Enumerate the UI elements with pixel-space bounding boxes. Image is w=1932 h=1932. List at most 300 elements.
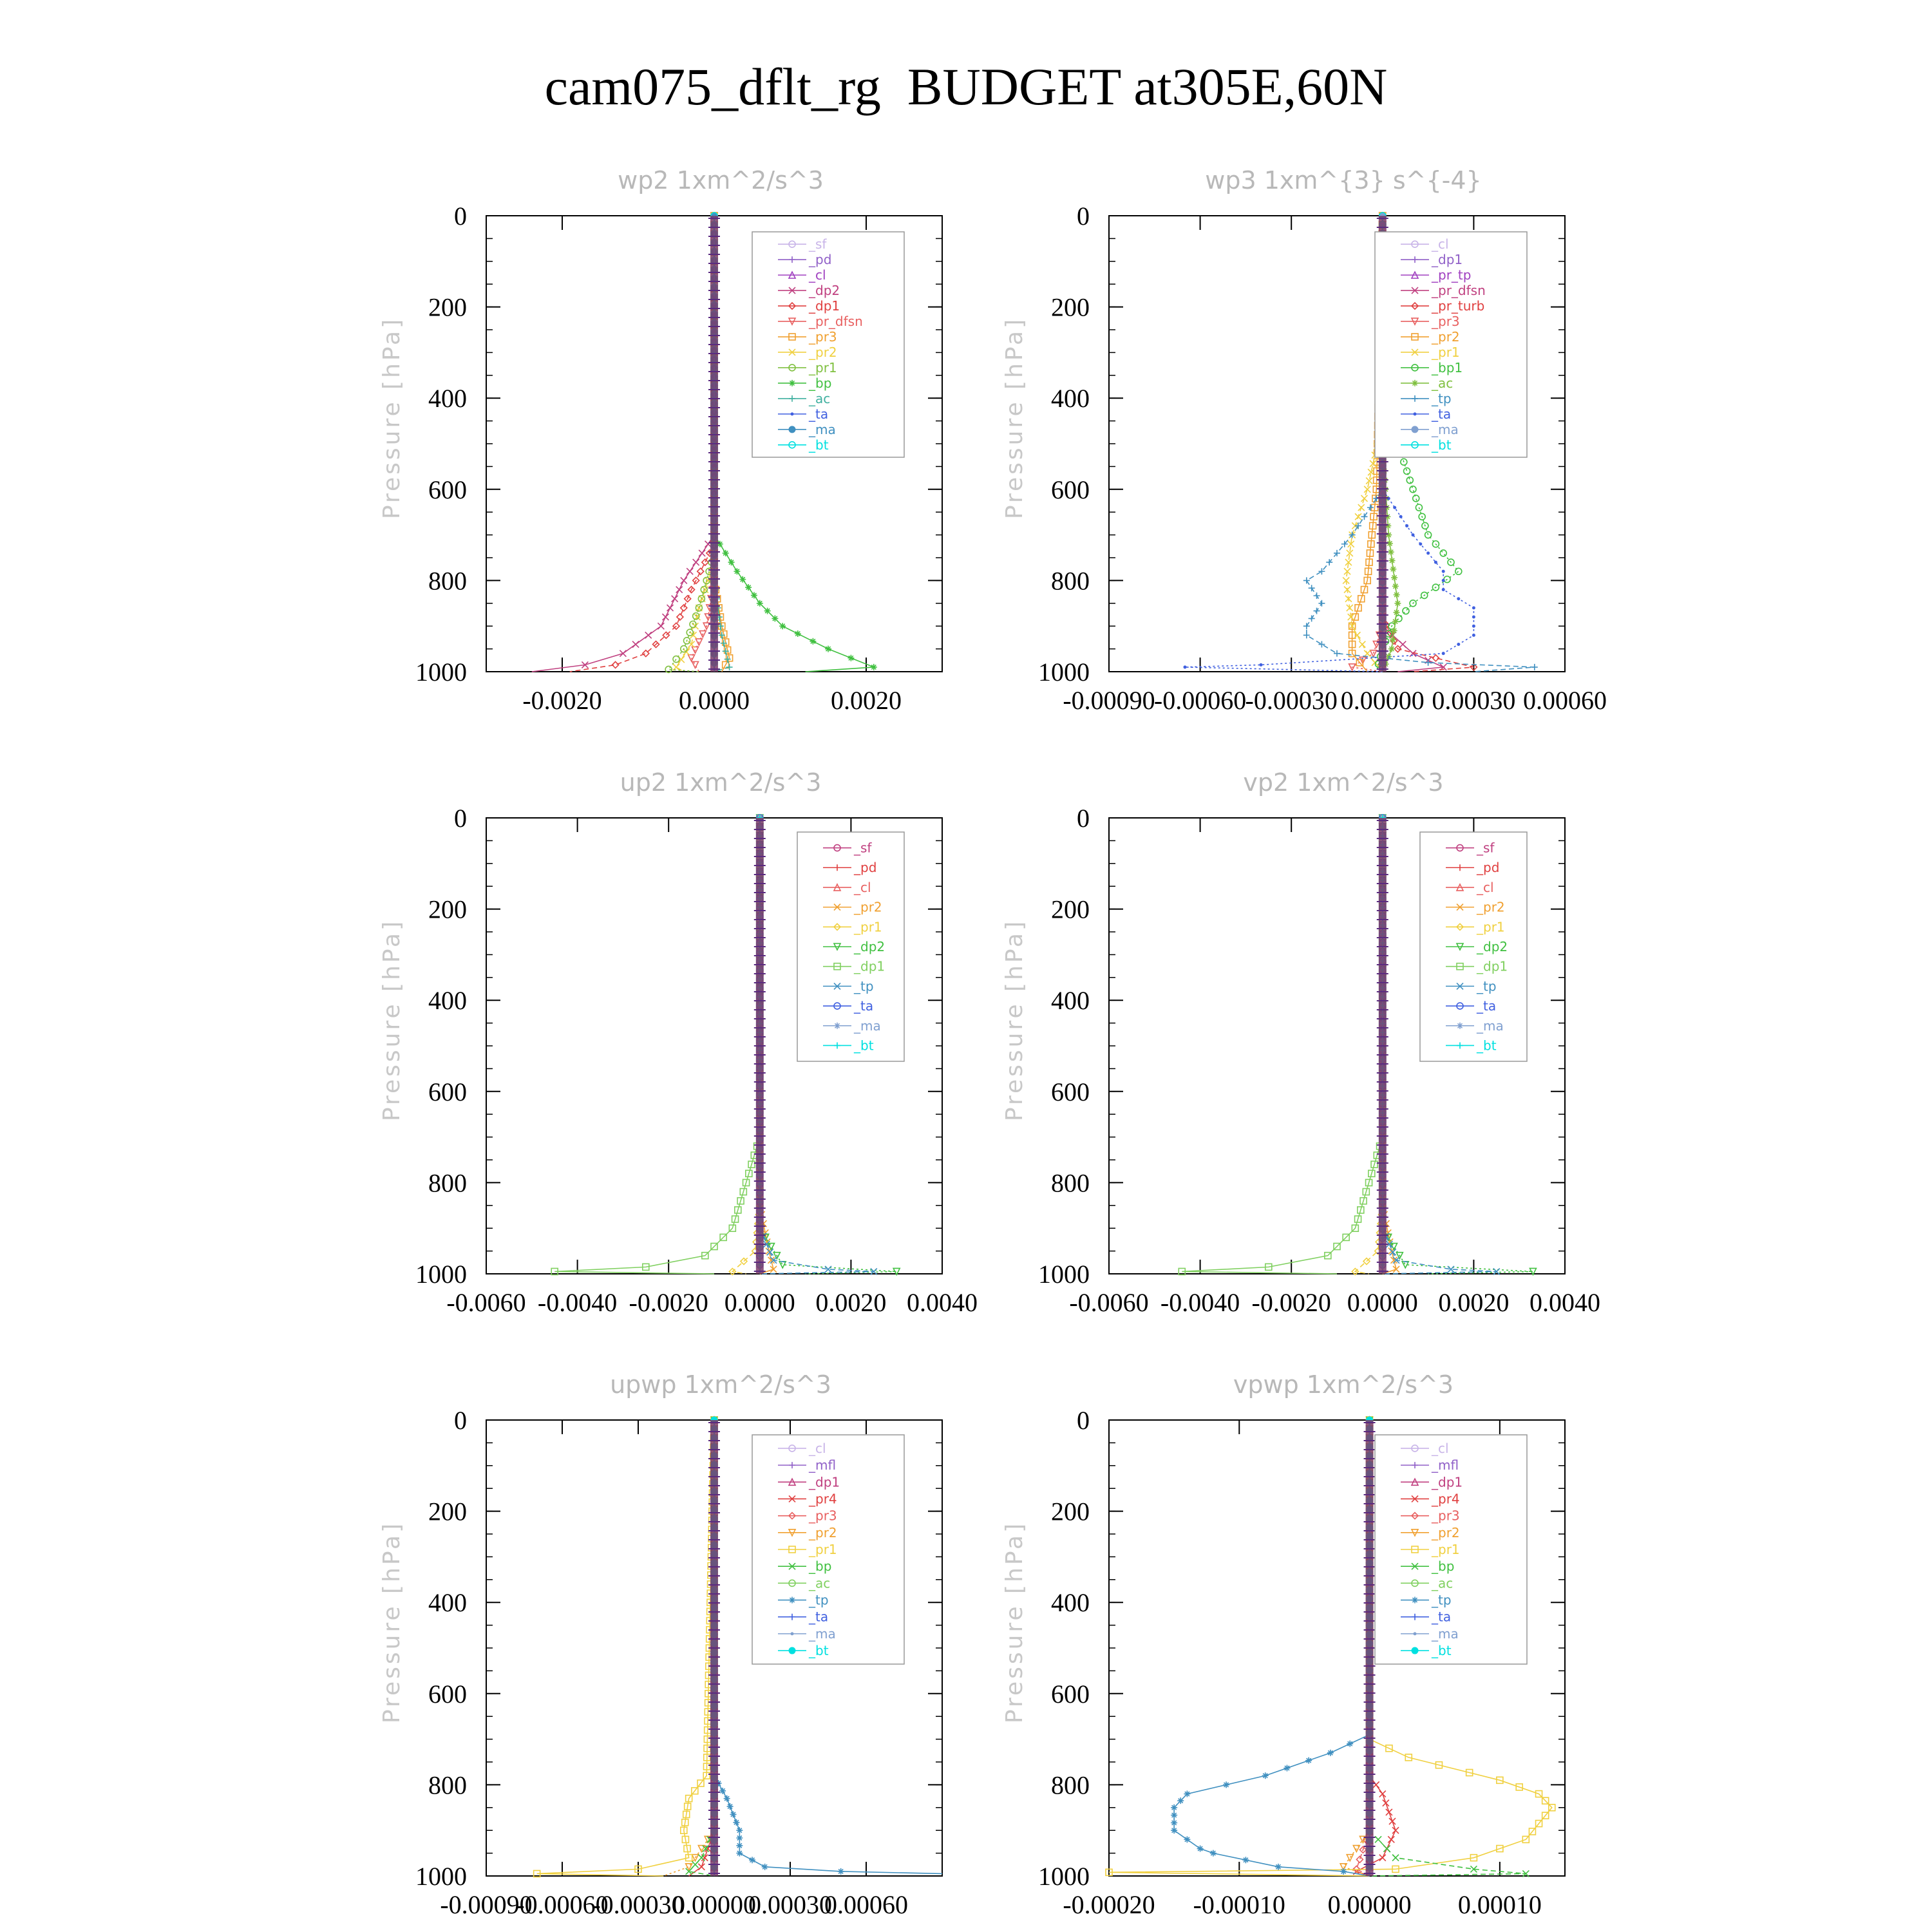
legend [1375, 232, 1527, 457]
data-point [1389, 557, 1396, 564]
legend-label: _ta [1477, 998, 1497, 1014]
data-point [719, 1788, 726, 1794]
data-point [698, 1864, 705, 1870]
data-point [1388, 1836, 1394, 1842]
legend-label: _ta [1432, 1609, 1452, 1625]
x-tick-label: -0.0020 [522, 686, 602, 715]
chart-panel-4 [1001, 768, 1600, 1317]
data-point [1405, 524, 1408, 527]
data-point [698, 1855, 705, 1861]
legend-label: _ac [1432, 375, 1454, 391]
legend-label: _bp [809, 375, 832, 391]
y-tick-label: 0 [454, 202, 467, 231]
y-tick-label: 400 [1051, 1588, 1090, 1618]
legend [1375, 1435, 1527, 1664]
legend-label: _pr2 [809, 1524, 837, 1540]
legend-label: _pr4 [809, 1491, 837, 1507]
y-tick-label: 200 [1051, 1497, 1090, 1526]
y-tick-label: 200 [428, 895, 467, 924]
data-point [1392, 583, 1399, 589]
legend-marker [1412, 1597, 1418, 1604]
y-axis-label: Pressure [hPa] [1001, 1520, 1028, 1724]
data-point [1457, 597, 1460, 600]
panel-title: wp2 1xm^2/s^3 [618, 166, 824, 194]
x-tick-label: -0.00090 [1063, 686, 1155, 715]
data-point [1392, 1827, 1399, 1833]
data-point [1171, 1812, 1177, 1819]
data-point [1440, 550, 1446, 556]
data-point [1399, 515, 1403, 518]
legend-label: _pr2 [854, 899, 882, 915]
data-point [1383, 1800, 1389, 1806]
legend-label: _pr_turb [1432, 298, 1485, 314]
legend-label: _bp1 [1432, 359, 1463, 375]
legend-marker [1412, 1647, 1418, 1654]
data-point [1442, 579, 1445, 582]
legend-label: _ma [854, 1018, 881, 1034]
legend-label: _pr3 [1432, 1508, 1460, 1524]
data-point [1177, 1797, 1184, 1804]
legend-label: _sf [854, 840, 872, 856]
y-tick-label: 200 [1051, 292, 1090, 322]
panel-title: upwp 1xm^2/s^3 [610, 1370, 831, 1399]
data-point [1426, 551, 1430, 554]
data-point [667, 605, 674, 611]
data-point [1419, 542, 1422, 545]
legend-label: _cl [1432, 236, 1449, 252]
legend-label: _bt [1432, 437, 1452, 453]
data-point [697, 568, 704, 574]
data-point [1394, 600, 1401, 607]
x-tick-label: 0.00010 [1457, 1890, 1542, 1919]
data-point [1457, 643, 1460, 646]
data-point [1327, 1750, 1334, 1756]
series-line-dp1 [1182, 818, 1383, 1274]
data-point [1373, 1781, 1379, 1788]
x-tick-label: -0.00030 [1245, 686, 1338, 715]
legend-label: _cl [1477, 879, 1494, 895]
legend-label: _bp [1432, 1558, 1455, 1575]
x-tick-label: -0.00090 [440, 1890, 533, 1919]
data-point [1393, 506, 1396, 509]
legend-label: _bt [809, 1643, 829, 1659]
data-point [692, 661, 699, 668]
legend-label: _ac [1432, 1575, 1454, 1591]
panel-title: up2 1xm^2/s^3 [620, 768, 822, 797]
data-point [1389, 1818, 1396, 1824]
legend-label: _bp [809, 1558, 832, 1575]
legend-label: _pr1 [1477, 919, 1505, 935]
legend [752, 1435, 904, 1664]
data-point [726, 664, 733, 670]
legend-label: _dp2 [1477, 939, 1508, 954]
legend-label: _pr3 [809, 329, 837, 345]
y-axis-label: Pressure [hPa] [1001, 918, 1028, 1122]
data-point [736, 1835, 743, 1841]
data-point [1379, 1855, 1386, 1861]
data-point [632, 641, 639, 648]
x-tick-label: -0.0020 [1251, 1288, 1331, 1317]
legend-label: _sf [1477, 840, 1495, 856]
y-tick-label: 800 [1051, 1168, 1090, 1198]
data-point [1390, 566, 1396, 573]
data-point [724, 1795, 730, 1802]
data-point [736, 1827, 743, 1833]
data-point [1262, 1772, 1269, 1779]
data-point [1275, 1864, 1282, 1870]
legend-label: _cl [809, 1440, 826, 1456]
data-point [762, 1864, 768, 1870]
y-tick-label: 200 [428, 292, 467, 322]
legend-label: _pr2 [1477, 899, 1505, 915]
y-tick-label: 400 [1051, 384, 1090, 413]
legend-label: _bt [809, 437, 829, 453]
data-point [1442, 570, 1445, 573]
legend-marker [1412, 380, 1418, 386]
data-point [702, 559, 708, 565]
data-point [1388, 549, 1394, 555]
data-point [1347, 1741, 1353, 1747]
data-point [1455, 568, 1462, 574]
data-point [1531, 664, 1538, 670]
data-point [1242, 1857, 1249, 1863]
data-point [1472, 606, 1475, 609]
y-tick-label: 600 [1051, 1077, 1090, 1106]
data-point [676, 587, 683, 593]
data-point [848, 655, 854, 661]
data-point [1410, 486, 1416, 493]
legend-label: _bt [1432, 1643, 1452, 1659]
y-tick-label: 0 [454, 804, 467, 833]
data-point [1425, 532, 1432, 538]
y-tick-label: 200 [428, 1497, 467, 1526]
data-point [1318, 600, 1325, 607]
y-tick-label: 400 [428, 1588, 467, 1618]
legend-marker [834, 1023, 840, 1029]
legend-label: _ta [1432, 406, 1452, 422]
data-point [1309, 615, 1315, 621]
data-point [1412, 533, 1415, 536]
legend-label: _dp1 [809, 1474, 840, 1490]
data-point [749, 1857, 755, 1863]
y-tick-label: 600 [428, 1077, 467, 1106]
data-point [1223, 1781, 1229, 1788]
legend-label: _pr_tp [1432, 267, 1472, 283]
panel-title: wp3 1xm^{3} s^{-4} [1205, 166, 1482, 194]
data-point [1394, 592, 1400, 598]
data-point [723, 550, 729, 556]
x-tick-label: 0.00000 [672, 1890, 756, 1919]
legend-label: _mfl [1432, 1457, 1459, 1473]
legend [1420, 832, 1527, 1061]
legend-marker [1412, 426, 1418, 433]
y-tick-label: 400 [428, 384, 467, 413]
data-point [1303, 623, 1310, 629]
y-tick-label: 1000 [1038, 658, 1090, 687]
data-point [1184, 1791, 1190, 1797]
x-tick-label: 0.00000 [1327, 1890, 1412, 1919]
data-point [1314, 592, 1320, 599]
data-point [733, 1819, 739, 1826]
panel-title: vp2 1xm^2/s^3 [1243, 768, 1444, 797]
x-tick-label: -0.00020 [1063, 1890, 1155, 1919]
data-point [1386, 1809, 1392, 1815]
x-tick-label: -0.0040 [1160, 1288, 1240, 1317]
data-point [1305, 1757, 1312, 1764]
data-point [1432, 655, 1439, 661]
data-point [662, 614, 668, 620]
data-point [1472, 634, 1475, 637]
data-point [1391, 574, 1397, 581]
y-tick-label: 1000 [1038, 1862, 1090, 1891]
data-point [1392, 1855, 1399, 1861]
data-point [838, 1868, 844, 1875]
data-point [1303, 632, 1310, 638]
legend-marker [1414, 412, 1417, 415]
legend-label: _ma [1432, 421, 1459, 437]
data-point [810, 638, 816, 645]
x-tick-label: 0.0000 [1347, 1288, 1418, 1317]
data-point [1303, 577, 1310, 583]
data-point [779, 623, 786, 629]
legend-label: _ta [809, 1609, 829, 1625]
legend-marker [1457, 1023, 1463, 1029]
legend-marker [791, 1632, 794, 1635]
y-tick-label: 800 [1051, 1770, 1090, 1800]
data-point [1403, 608, 1409, 614]
data-point [1260, 663, 1263, 667]
data-point [871, 664, 877, 670]
legend-marker [789, 1597, 795, 1604]
x-tick-label: 0.0040 [907, 1288, 978, 1317]
data-point [734, 568, 740, 574]
y-tick-label: 600 [428, 1679, 467, 1709]
y-tick-label: 0 [1077, 202, 1090, 231]
legend-label: _pd [809, 252, 832, 268]
data-point [1406, 477, 1413, 484]
y-tick-label: 400 [428, 986, 467, 1016]
legend-label: _pr1 [809, 359, 837, 375]
legend-label: _bt [854, 1037, 874, 1054]
x-tick-label: -0.00010 [1193, 1890, 1285, 1919]
y-axis-label: Pressure [hPa] [379, 316, 405, 520]
legend-label: _ma [809, 1625, 836, 1642]
data-point [658, 623, 664, 629]
data-point [728, 559, 735, 565]
x-tick-label: -0.0020 [629, 1288, 708, 1317]
data-point [1334, 650, 1340, 657]
data-point [1171, 1819, 1177, 1826]
data-point [1442, 652, 1445, 655]
data-point [681, 577, 687, 583]
data-point [730, 1811, 737, 1817]
data-point [1434, 561, 1437, 564]
legend-label: _ma [1432, 1625, 1459, 1642]
legend-label: _mfl [809, 1457, 837, 1473]
legend-label: _cl [1432, 1440, 1449, 1456]
legend-label: _dp1 [809, 298, 840, 314]
series-line-dp1 [554, 818, 760, 1274]
legend-marker [1414, 1632, 1417, 1635]
y-tick-label: 800 [428, 1770, 467, 1800]
y-tick-label: 600 [428, 475, 467, 504]
x-tick-label: -0.00060 [516, 1890, 609, 1919]
data-point [1358, 504, 1365, 511]
legend-label: _dp2 [809, 283, 840, 299]
data-point [1379, 1791, 1386, 1797]
y-tick-label: 800 [428, 566, 467, 596]
legend-label: _pr2 [1432, 1524, 1460, 1540]
legend-label: _dp2 [854, 939, 886, 954]
legend-label: _tp [1432, 390, 1452, 406]
y-tick-label: 1000 [415, 658, 467, 687]
data-point [1361, 495, 1367, 502]
data-point [825, 646, 831, 652]
legend-label: _cl [854, 879, 871, 895]
data-point [1384, 1846, 1390, 1852]
legend-label: _pr3 [1432, 314, 1460, 330]
legend-label: _dp1 [1432, 1474, 1463, 1490]
data-point [672, 596, 678, 602]
legend-marker [789, 380, 795, 386]
data-point [1393, 1266, 1399, 1273]
x-tick-label: -0.0060 [1069, 1288, 1149, 1317]
y-tick-label: 600 [1051, 475, 1090, 504]
series-line-pr1 [668, 216, 714, 672]
data-point [1413, 495, 1419, 502]
legend-marker [791, 412, 794, 415]
legend-label: _ac [809, 390, 831, 406]
y-tick-label: 0 [1077, 1406, 1090, 1435]
legend-label: _pr4 [1432, 1491, 1460, 1507]
y-tick-label: 1000 [415, 1260, 467, 1289]
data-point [1340, 1868, 1347, 1875]
data-point [1314, 608, 1320, 614]
x-tick-label: -0.00060 [1153, 686, 1247, 715]
x-tick-label: 0.00030 [1432, 686, 1516, 715]
data-point [751, 592, 757, 598]
legend-label: _ma [1477, 1018, 1504, 1034]
data-point [1375, 1836, 1381, 1842]
data-point [1442, 588, 1445, 591]
legend-label: _pr_dfsn [1432, 283, 1486, 299]
data-point [645, 632, 652, 638]
series-line-dp1 [570, 216, 714, 672]
data-point [620, 650, 626, 657]
y-tick-label: 1000 [1038, 1260, 1090, 1289]
y-tick-label: 0 [1077, 804, 1090, 833]
data-point [681, 605, 687, 611]
data-point [1472, 625, 1475, 628]
data-point [770, 1266, 777, 1273]
data-point [1364, 650, 1370, 657]
legend [797, 832, 904, 1061]
legend-label: _ma [809, 421, 836, 437]
data-point [1392, 618, 1399, 625]
x-tick-label: 0.0020 [831, 686, 902, 715]
legend-label: _pr3 [809, 1508, 837, 1524]
data-point [739, 576, 746, 583]
data-point [1184, 1836, 1190, 1842]
data-point [1210, 1850, 1217, 1857]
legend-label: _bt [1477, 1037, 1497, 1054]
data-point [1184, 665, 1187, 668]
y-axis-label: Pressure [hPa] [379, 1520, 405, 1724]
data-point [673, 664, 679, 670]
x-tick-label: 0.00060 [824, 1890, 908, 1919]
x-tick-label: 0.00000 [1340, 686, 1425, 715]
y-tick-label: 400 [1051, 986, 1090, 1016]
x-tick-label: 0.0040 [1530, 1288, 1600, 1317]
legend-label: _pd [1477, 860, 1500, 876]
panel-title: vpwp 1xm^2/s^3 [1233, 1370, 1454, 1399]
x-tick-label: 0.0000 [724, 1288, 795, 1317]
data-point [1361, 513, 1367, 520]
data-point [1394, 609, 1400, 616]
legend [752, 232, 904, 457]
legend-label: _dp1 [854, 958, 886, 974]
x-tick-label: -0.0040 [537, 1288, 618, 1317]
legend-label: _pr_dfsn [809, 314, 863, 330]
data-point [1309, 585, 1315, 591]
data-point [1388, 646, 1395, 652]
data-point [1472, 616, 1475, 619]
legend-label: _tp [809, 1592, 829, 1608]
y-axis-label: Pressure [hPa] [1001, 316, 1028, 520]
legend-label: _pr1 [1432, 1542, 1460, 1557]
data-point [1390, 636, 1396, 643]
data-point [772, 615, 778, 621]
legend-label: _ta [854, 998, 874, 1014]
y-tick-label: 200 [1051, 895, 1090, 924]
legend-label: _pr1 [854, 919, 882, 935]
legend-marker [789, 426, 795, 433]
data-point [1171, 1827, 1177, 1833]
data-point [1347, 1855, 1353, 1861]
data-point [1399, 641, 1406, 648]
legend-label: _tp [1477, 978, 1497, 994]
chart-panel-3 [379, 768, 978, 1317]
data-point [1367, 504, 1374, 511]
legend-label: _pr1 [1432, 344, 1460, 360]
data-point [1197, 1846, 1204, 1852]
data-point [1359, 641, 1365, 648]
data-point [687, 568, 693, 574]
series-line-tp [1174, 1420, 1369, 1876]
data-point [745, 584, 752, 591]
y-tick-label: 800 [428, 1168, 467, 1198]
legend-label: _pr2 [809, 344, 837, 360]
chart-panel-1 [379, 166, 942, 715]
series-line-pr1 [537, 1420, 714, 1876]
data-point [757, 600, 763, 607]
series-line-dp2 [532, 216, 714, 672]
y-axis-label: Pressure [hPa] [379, 918, 405, 1122]
data-point [699, 550, 705, 556]
chart-panel-5 [379, 1370, 942, 1919]
x-tick-label: -0.00030 [592, 1890, 685, 1919]
data-point [692, 1861, 699, 1868]
legend-marker [789, 1647, 795, 1654]
legend-label: _pr1 [809, 1542, 837, 1557]
legend-label: _tp [854, 978, 874, 994]
legend-label: _dp1 [1432, 252, 1463, 268]
legend-label: _cl [809, 267, 826, 283]
y-tick-label: 800 [1051, 566, 1090, 596]
data-point [677, 614, 683, 620]
chart-panel-2 [1001, 166, 1607, 715]
y-tick-label: 0 [454, 1406, 467, 1435]
